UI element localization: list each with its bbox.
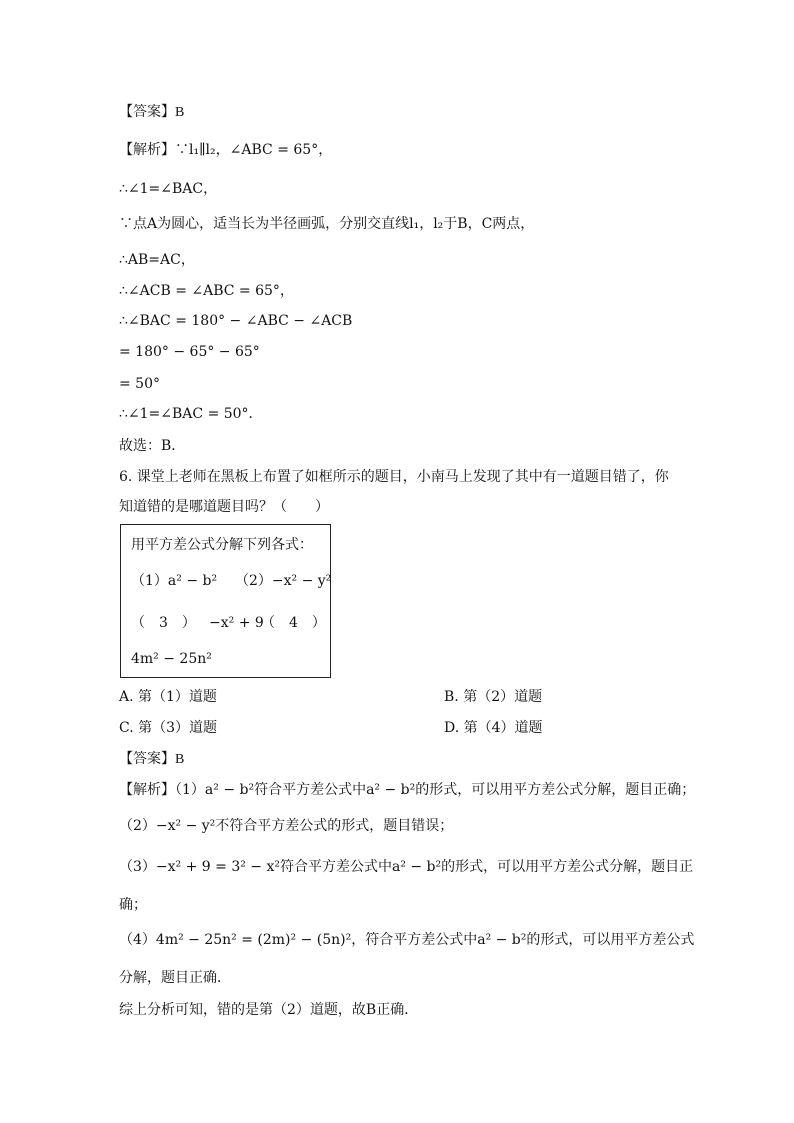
analysis-label: 【解析】 [119,782,175,798]
answer-value: B [175,752,185,767]
answer-label: 【答案】 [119,104,175,120]
q5-line-5: ∴∠ACB = ∠ABC = 65°， [119,283,294,299]
q6-answer [119,749,184,770]
q5-line-8: = 50° [119,376,160,392]
problem-box [120,524,331,678]
box-item-4-expr: 4m² − 25n² [131,651,212,667]
answer-value: B [175,105,185,120]
q6-analysis-line-4: 确； [119,897,147,913]
q6-analysis-line-5: （4）4m² − 25n² = (2m)² − (5n)²，符合平方差公式中a² − b²的形式，可以用平方差公式 [119,932,695,948]
option-d: D. 第（4）道题 [444,720,543,736]
q5-answer [119,102,184,123]
q6-stem-line-2: 知道错的是哪道题目吗？（ ） [119,499,329,515]
q5-line-7: = 180° − 65° − 65° [119,344,260,360]
q5-line-6: ∴∠BAC = 180° − ∠ABC − ∠ACB [119,313,353,329]
q6-analysis-line-3: （3）−x² + 9 = 3² − x²符合平方差公式中a² − b²的形式，可以用平方差公式分解，题目正 [119,859,694,875]
box-item-3-expr: −x² + 9 [209,615,264,631]
q6-analysis-line-6: 分解，题目正确． [119,970,231,986]
q6-stem-line-1: 6. 课堂上老师在黑板上布置了如框所示的题目，小南马上发现了其中有一道题目错了，你 [119,469,669,485]
q5-line-9: ∴∠1=∠BAC = 50°． [119,406,263,422]
box-item-4-label: （ 4 ） [261,615,326,631]
q6-analysis-line-2: （2）−x² − y²不符合平方差公式的形式，题目错误； [119,818,454,834]
q5-analysis-line-1: 【解析】∵l₁∥l₂，∠ABC = 65°， [119,142,333,158]
option-c: C. 第（3）道题 [119,720,218,736]
q5-line-3: ∵点A为圆心，适当长为半径画弧，分别交直线l₁，l₂于B，C两点， [119,216,535,232]
answer-label: 【答案】 [119,751,175,767]
box-item-2: （2）−x² − y² [235,573,332,589]
option-b: B. 第（2）道题 [444,689,543,705]
q5-line-10: 故选：B． [119,438,186,454]
analysis-label: 【解析】 [119,142,175,158]
q6-analysis-line-1: 【解析】（1）a² − b²符合平方差公式中a² − b²的形式，可以用平方差公式分解，题目正确； [119,782,696,798]
q6-conclusion: 综上分析可知，错的是第（2）道题，故B正确． [119,1002,419,1018]
box-item-3-label: （ 3 ） [131,615,196,631]
q5-line-2: ∴∠1=∠BAC， [119,181,218,197]
box-item-1: （1）a² − b² [131,573,218,589]
q5-line-4: ∴AB=AC， [119,252,195,268]
option-a: A. 第（1）道题 [119,689,217,705]
box-title: 用平方差公式分解下列各式： [131,537,313,553]
